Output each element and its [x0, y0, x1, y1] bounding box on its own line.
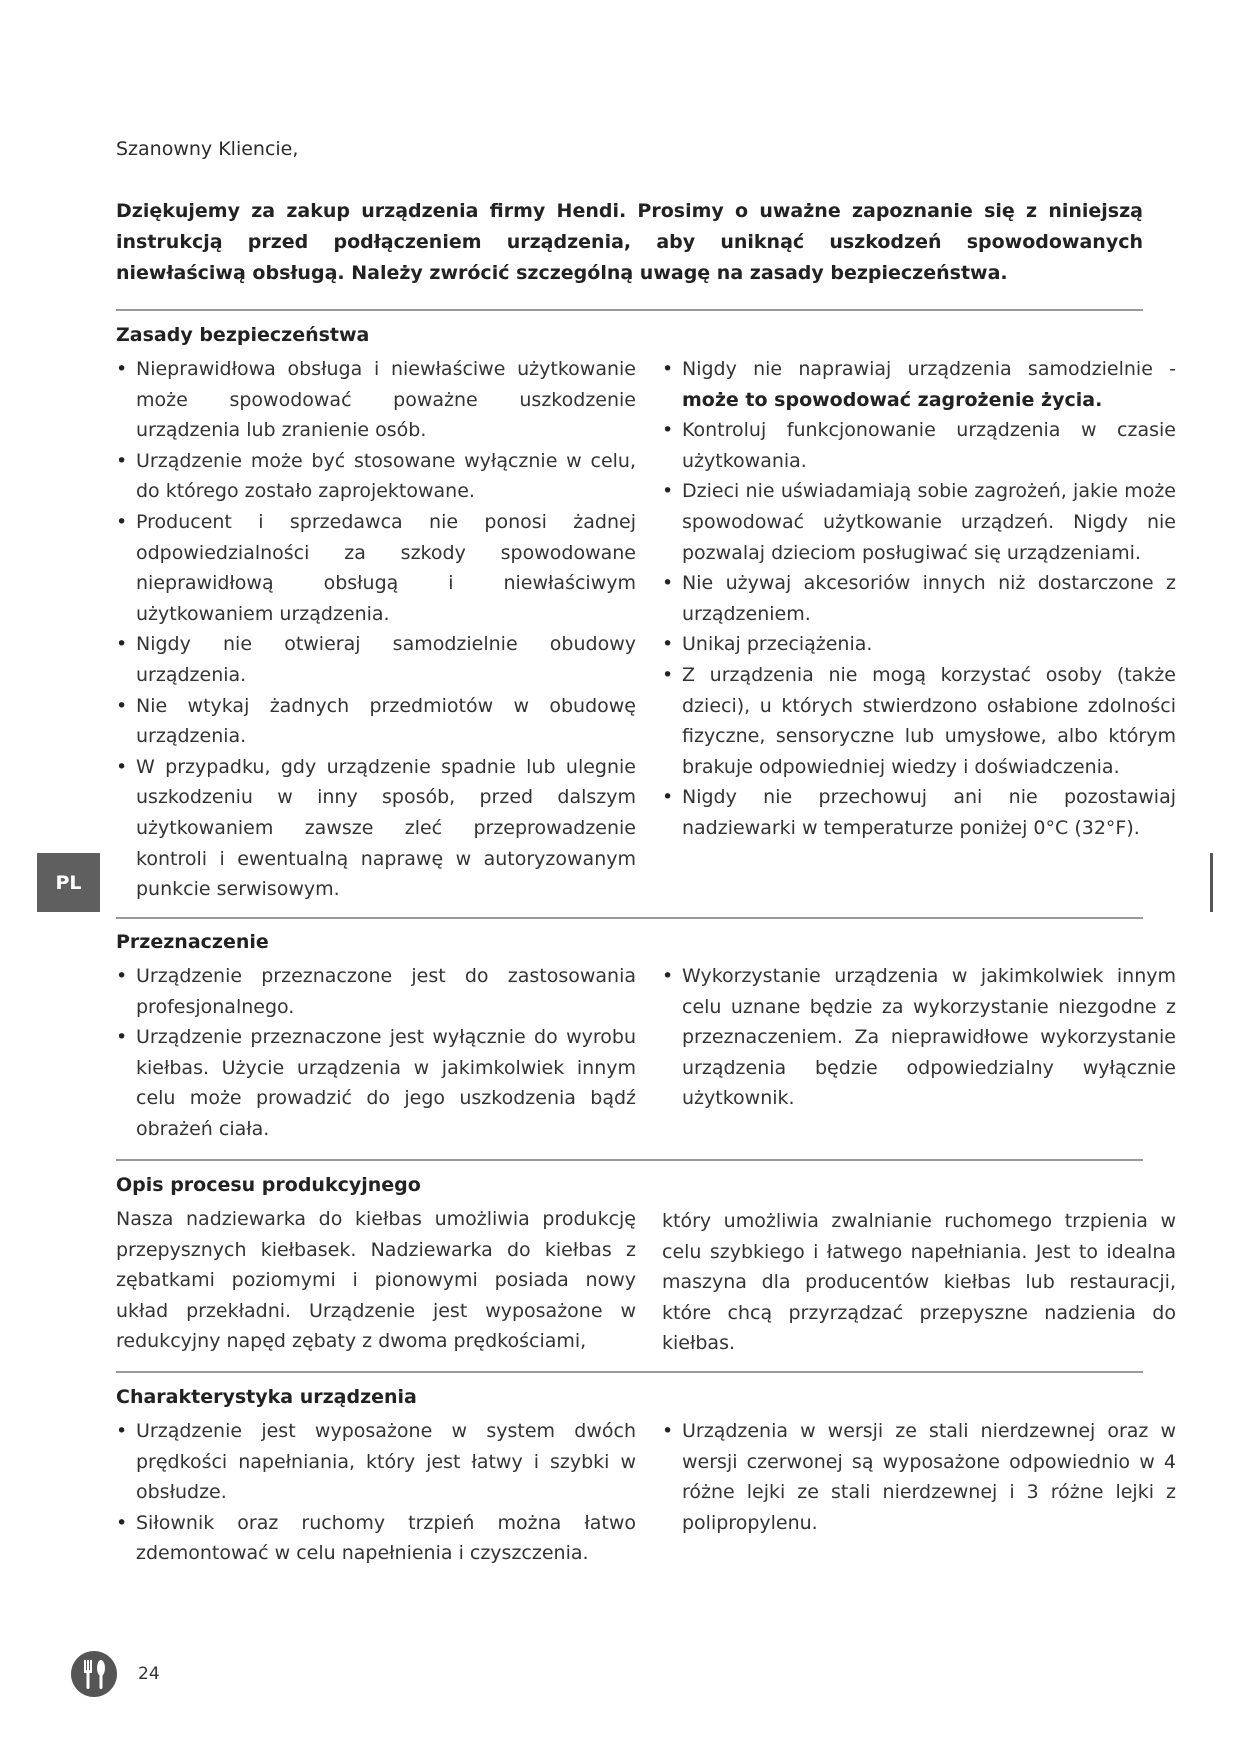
left-column [116, 1204, 636, 1359]
divider [116, 917, 1143, 919]
list-item: • Nigdy nie przechowuj ani nie pozostawiaj nadziewarki w temperaturze poniżej 0°C (32°F). [662, 782, 1176, 843]
list-item: • Urządzenie przeznaczone jest wyłącznie do wyrobu kiełbas. Użycie urządzenia w jakimkolwiek innym celu może prowadzić do jego uszkodzenia bądź obrażeń ciała. [116, 1022, 636, 1144]
list-item: • Nigdy nie otwieraj samodzielnie obudowy urządzenia. [116, 629, 636, 690]
left-column [116, 961, 636, 1145]
paragraph: który umożliwia zwalnianie ruchomego trzpienia w celu szybkiego i łatwego napełniania. Jest to idealna maszyna dla producentów kiełbas lub restauracji, które chcą przyrządzać przepyszne nadzienia do kiełbas. [662, 1210, 1176, 1355]
section-safety [116, 322, 1176, 905]
list-item: • Urządzenie jest wyposażone w system dwóch prędkości napełniania, który jest łatwy i szybki w obsłudze. [116, 1416, 636, 1508]
list-item [662, 354, 1176, 415]
right-column [662, 354, 1176, 905]
greeting: Szanowny Kliencie, [116, 138, 299, 160]
edge-marker [1210, 853, 1213, 912]
section-title: Zasady bezpieczeństwa [116, 324, 370, 346]
divider [116, 1159, 1143, 1161]
section-title: Opis procesu produkcyjnego [116, 1174, 421, 1196]
list-item: • W przypadku, gdy urządzenie spadnie lub ulegnie uszkodzeniu w inny sposób, przed dalszym użytkowaniem zawsze zleć przeprowadzenie kontroli i ewentualną naprawę w autoryzowanym punkcie serwisowym. [116, 752, 636, 905]
list-item: • Nie wtykaj żadnych przedmiotów w obudowę urządzenia. [116, 691, 636, 752]
list-item: • Unikaj przeciążenia. [662, 629, 1176, 660]
section-process [116, 1172, 1176, 1359]
warning-text: może to spowodować zagrożenie życia. [682, 388, 1103, 411]
language-tab: PL [37, 853, 100, 912]
section-features [116, 1384, 1176, 1569]
right-column [662, 1416, 1176, 1569]
left-column [116, 354, 636, 905]
divider [116, 1371, 1143, 1373]
section-purpose [116, 929, 1176, 1145]
right-column [662, 1204, 1176, 1359]
list-item: • Wykorzystanie urządzenia w jakimkolwiek innym celu uznane będzie za wykorzystanie niezgodne z przeznaczeniem. Za nieprawidłowe wykorzystanie urządzenia będzie odpowiedzialny wyłącznie użytkownik. [662, 961, 1176, 1114]
list-item: • Producent i sprzedawca nie ponosi żadnej odpowiedzialności za szkody spowodowane nieprawidłową obsługą i niewłaściwym użytkowaniem urządzenia. [116, 507, 636, 629]
cutlery-icon [70, 1650, 118, 1698]
section-title: Charakterystyka urządzenia [116, 1386, 417, 1408]
list-item: • Dzieci nie uświadamiają sobie zagrożeń, jakie może spowodować użytkowanie urządzeń. Nigdy nie pozwalaj dzieciom posługiwać się urządzeniami. [662, 476, 1176, 568]
section-title: Przeznaczenie [116, 931, 269, 953]
paragraph: Nasza nadziewarka do kiełbas umożliwia produkcję przepysznych kiełbasek. Nadziewarka do kiełbas z zębatkami poziomymi i pionowymi posiada nowy układ przekładni. Urządzenie jest wyposażone w redukcyjny napęd zębaty z dwoma prędkościami, [116, 1208, 636, 1353]
list-item: • Nieprawidłowa obsługa i niewłaściwe użytkowanie może spowodować poważne uszkodzenie urządzenia lub zranienie osób. [116, 354, 636, 446]
left-column [116, 1416, 636, 1569]
list-item: • Urządzenie przeznaczone jest do zastosowania profesjonalnego. [116, 961, 636, 1022]
list-item-text: Nigdy nie naprawiaj urządzenia samodzielnie - [682, 358, 1176, 380]
list-item: • Z urządzenia nie mogą korzystać osoby (także dzieci), u których stwierdzono osłabione zdolności fizyczne, sensoryczne lub umysłowe, albo którym brakuje odpowiedniej wiedzy i doświadczenia. [662, 660, 1176, 782]
intro-paragraph: Dziękujemy za zakup urządzenia firmy Hendi. Prosimy o uważne zapoznanie się z niniejszą instrukcją przed podłączeniem urządzenia, aby uniknąć uszkodzeń spowodowanych niewłaściwą obsługą. Należy zwrócić szczególną uwagę na zasady bezpieczeństwa. [116, 200, 1143, 284]
page-number: 24 [138, 1664, 160, 1684]
right-column [662, 961, 1176, 1145]
list-item: • Urządzenia w wersji ze stali nierdzewnej oraz w wersji czerwonej są wyposażone odpowiednio w 4 różne lejki ze stali nierdzewnej i 3 różne lejki z polipropylenu. [662, 1416, 1176, 1538]
list-item: • Urządzenie może być stosowane wyłącznie w celu, do którego zostało zaprojektowane. [116, 446, 636, 507]
list-item: • Kontroluj funkcjonowanie urządzenia w czasie użytkowania. [662, 415, 1176, 476]
divider [116, 309, 1143, 311]
list-item: • Siłownik oraz ruchomy trzpień można łatwo zdemontować w celu napełnienia i czyszczenia. [116, 1508, 636, 1569]
list-item: • Nie używaj akcesoriów innych niż dostarczone z urządzeniem. [662, 568, 1176, 629]
